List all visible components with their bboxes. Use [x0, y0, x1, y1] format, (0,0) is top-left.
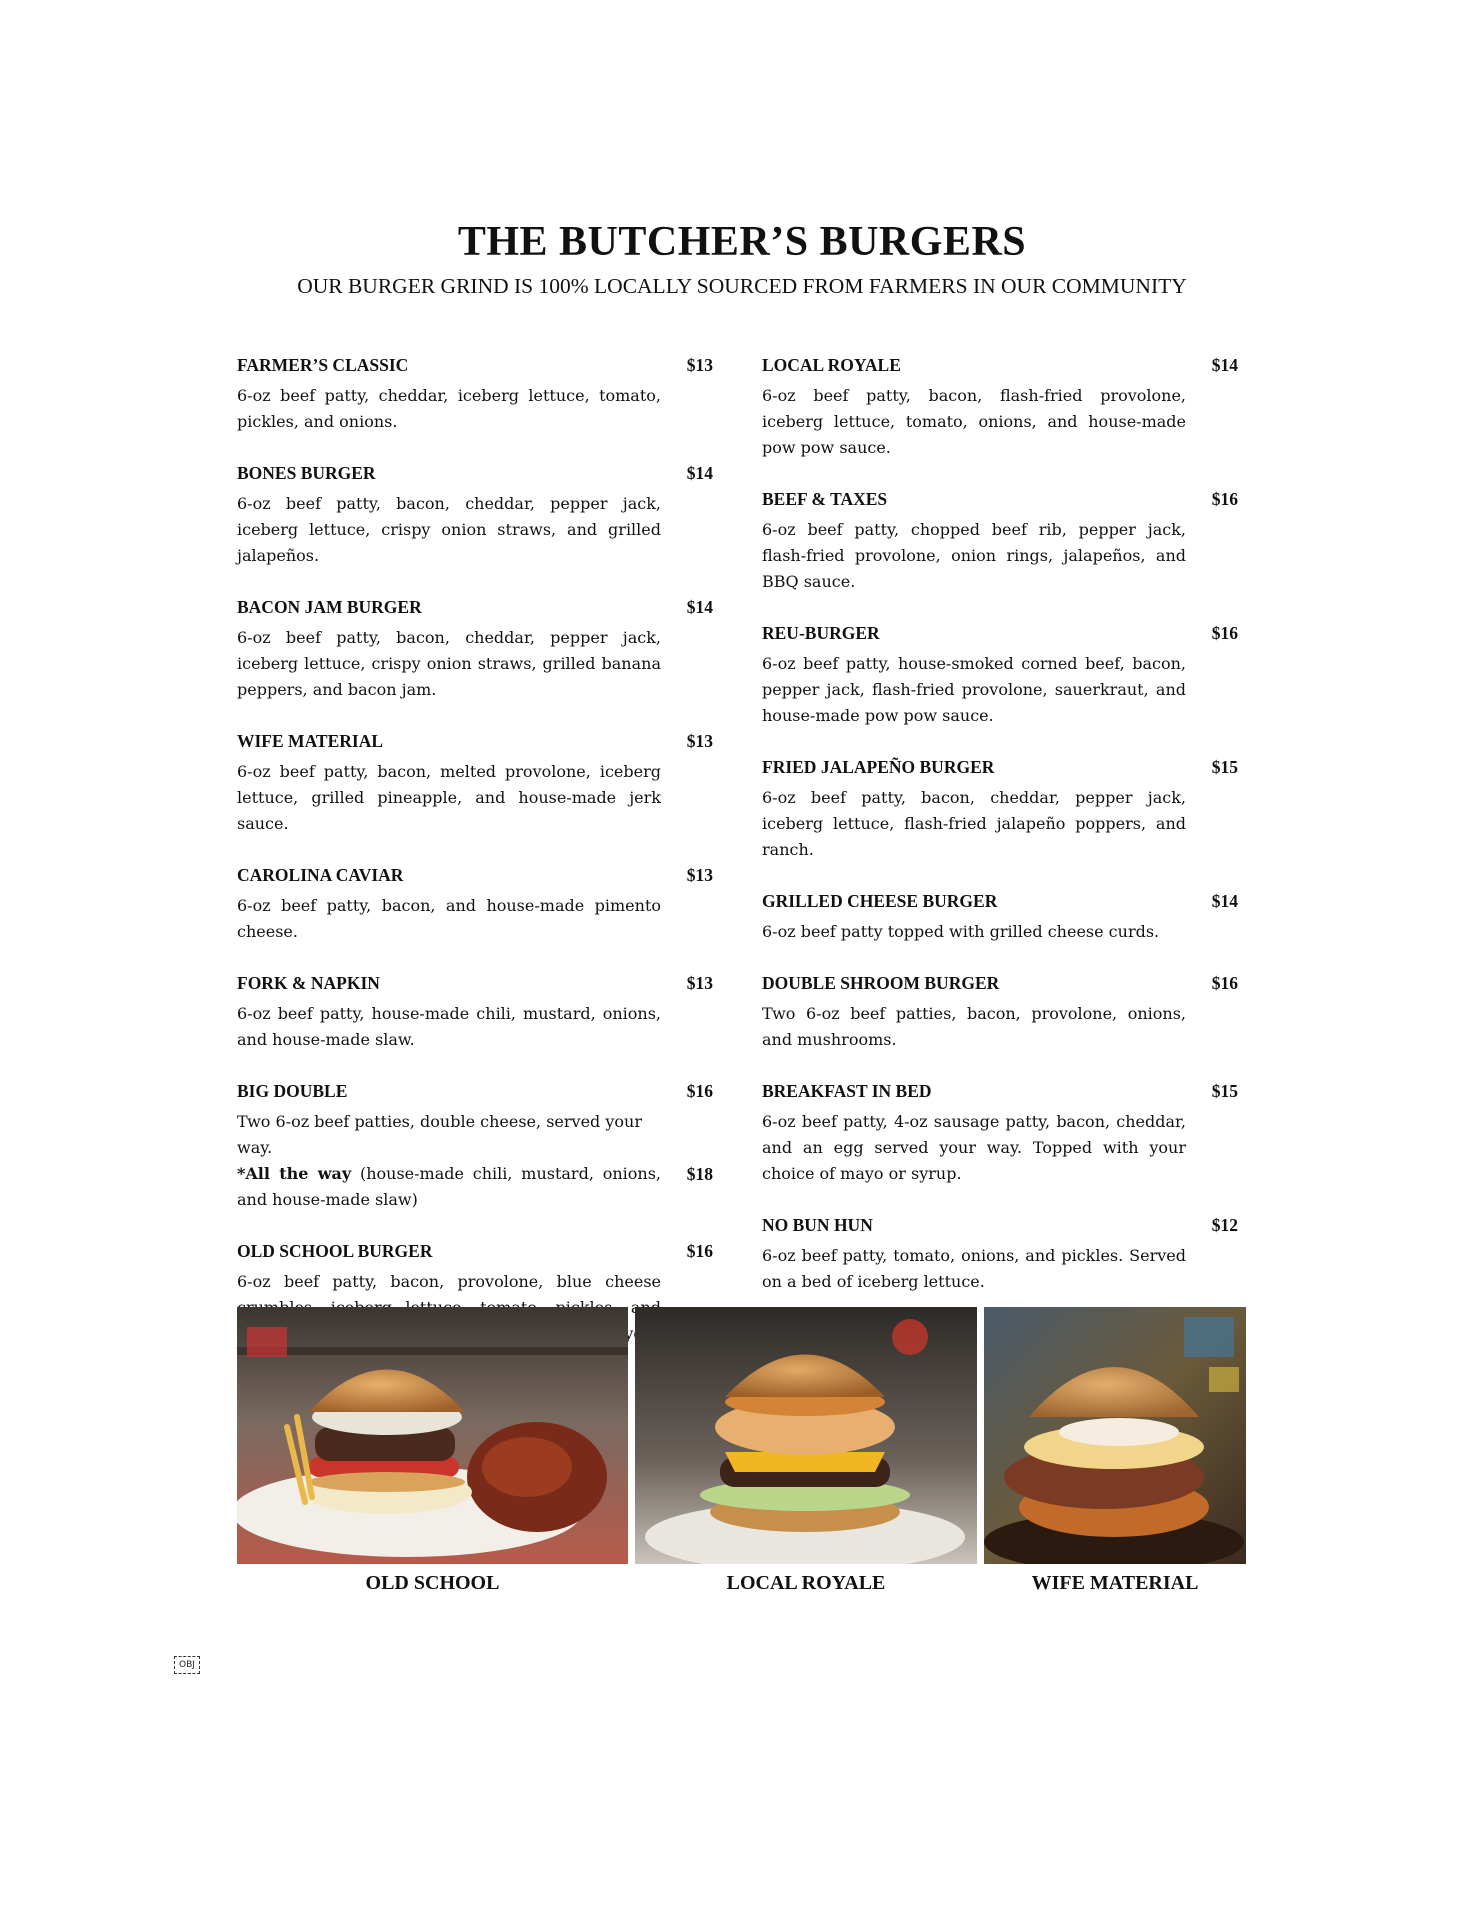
- item-price: $16: [686, 1241, 713, 1261]
- item-price: $13: [686, 973, 713, 993]
- menu-item: [762, 1080, 1238, 1187]
- item-name: REU-BURGER: [762, 623, 880, 643]
- menu-item-big-double: [237, 1080, 713, 1213]
- item-name: FORK & NAPKIN: [237, 973, 380, 993]
- wife-material-burger-photo: [984, 1307, 1246, 1564]
- item-name: GRILLED CHEESE BURGER: [762, 891, 998, 911]
- menu-item: [237, 596, 713, 703]
- item-description: 6-oz beef patty, bacon, and house-made pimento cheese.: [237, 896, 661, 941]
- item-price: $16: [1211, 623, 1238, 643]
- old-school-burger-photo: [237, 1307, 628, 1564]
- item-name: DOUBLE SHROOM BURGER: [762, 973, 1000, 993]
- photo-caption: OLD SCHOOL: [365, 1572, 500, 1594]
- menu-item: [762, 756, 1238, 863]
- item-price: $16: [1211, 973, 1238, 993]
- menu-item: [762, 1214, 1238, 1295]
- item-description: 6-oz beef patty, cheddar, iceberg lettuce, tomato, pickles, and onions.: [237, 386, 661, 431]
- item-description: 6-oz beef patty topped with grilled cheese curds.: [762, 922, 1160, 941]
- all-the-way-label: *All the way: [237, 1164, 352, 1183]
- object-placeholder-icon: OBJ: [174, 1656, 200, 1674]
- menu-item: [762, 972, 1238, 1053]
- item-description: Two 6-oz beef patties, double cheese, served your way.: [237, 1112, 642, 1157]
- menu-item: [762, 890, 1238, 945]
- photo-caption: WIFE MATERIAL: [1031, 1572, 1199, 1594]
- item-description: 6-oz beef patty, house-smoked corned beef, bacon, pepper jack, flash-fried provolone, sauerkraut, and house-made pow pow sauce.: [762, 654, 1186, 725]
- item-name: CAROLINA CAVIAR: [237, 865, 404, 885]
- item-name: LOCAL ROYALE: [762, 355, 901, 375]
- menu-item: [237, 972, 713, 1053]
- item-price: $14: [1211, 891, 1238, 911]
- item-price: $13: [686, 731, 713, 751]
- item-name: OLD SCHOOL BURGER: [237, 1241, 433, 1261]
- item-name: BEEF & TAXES: [762, 489, 888, 509]
- item-price: $15: [1211, 757, 1238, 777]
- right-menu-column: [762, 354, 1238, 1322]
- all-the-way-option: [237, 1161, 713, 1213]
- item-description: 6-oz beef patty, house-made chili, mustard, onions, and house-made slaw.: [237, 1004, 661, 1049]
- item-name: BIG DOUBLE: [237, 1081, 348, 1101]
- item-description: 6-oz beef patty, chopped beef rib, pepper jack, flash-fried provolone, onion rings, jalapeños, and BBQ sauce.: [762, 520, 1186, 591]
- item-price: $13: [686, 355, 713, 375]
- item-description: 6-oz beef patty, bacon, melted provolone, iceberg lettuce, grilled pineapple, and house-made jerk sauce.: [237, 762, 661, 833]
- item-price: $14: [1211, 355, 1238, 375]
- item-name: NO BUN HUN: [762, 1215, 873, 1235]
- item-description: 6-oz beef patty, tomato, onions, and pickles. Served on a bed of iceberg lettuce.: [762, 1246, 1186, 1291]
- menu-item: [237, 462, 713, 569]
- item-name: BONES BURGER: [237, 463, 376, 483]
- item-price: $14: [686, 463, 713, 483]
- menu-item: [762, 354, 1238, 461]
- all-the-way-description: [237, 1161, 661, 1213]
- menu-item: [762, 622, 1238, 729]
- item-name: FARMER’S CLASSIC: [237, 355, 409, 375]
- item-name: BREAKFAST IN BED: [762, 1081, 932, 1101]
- menu-title: THE BUTCHER’S BURGERS: [457, 219, 1027, 265]
- item-name: FRIED JALAPEÑO BURGER: [762, 757, 995, 777]
- item-price: $16: [1211, 489, 1238, 509]
- all-the-way-price: $18: [686, 1164, 713, 1184]
- item-price: $14: [686, 597, 713, 617]
- item-name: BACON JAM BURGER: [237, 597, 422, 617]
- item-price: $13: [686, 865, 713, 885]
- left-menu-column: [237, 354, 713, 1400]
- menu-item: [237, 730, 713, 837]
- all-the-way-details: (house-made chili, mustard, onions, and house-made slaw): [237, 1164, 661, 1209]
- menu-item: [762, 488, 1238, 595]
- item-price: $12: [1211, 1215, 1238, 1235]
- item-description: 6-oz beef patty, bacon, cheddar, pepper jack, iceberg lettuce, flash-fried jalapeño poppers, and ranch.: [762, 788, 1186, 859]
- menu-item: [237, 354, 713, 435]
- local-royale-burger-photo: [635, 1307, 977, 1564]
- item-description: 6-oz beef patty, bacon, flash-fried provolone, iceberg lettuce, tomato, onions, and house-made pow pow sauce.: [762, 386, 1186, 457]
- item-description: 6-oz beef patty, 4-oz sausage patty, bacon, cheddar, and an egg served your way. Topped with your choice of mayo or syrup.: [762, 1112, 1186, 1183]
- item-name: WIFE MATERIAL: [237, 731, 384, 751]
- item-description: Two 6-oz beef patties, bacon, provolone, onions, and mushrooms.: [762, 1004, 1186, 1049]
- item-price: $15: [1211, 1081, 1238, 1101]
- item-description: 6-oz beef patty, bacon, cheddar, pepper jack, iceberg lettuce, crispy onion straws, and grilled jalapeños.: [237, 494, 661, 565]
- menu-item: [237, 864, 713, 945]
- photo-caption: LOCAL ROYALE: [726, 1572, 886, 1594]
- menu-subtitle: OUR BURGER GRIND IS 100% LOCALLY SOURCED FROM FARMERS IN OUR COMMUNITY: [297, 274, 1187, 298]
- item-price: $16: [686, 1081, 713, 1101]
- item-description: 6-oz beef patty, bacon, cheddar, pepper jack, iceberg lettuce, crispy onion straws, grilled banana peppers, and bacon jam.: [237, 628, 661, 699]
- item-description: 6-oz beef patty, bacon, provolone, blue cheese: [237, 1272, 661, 1291]
